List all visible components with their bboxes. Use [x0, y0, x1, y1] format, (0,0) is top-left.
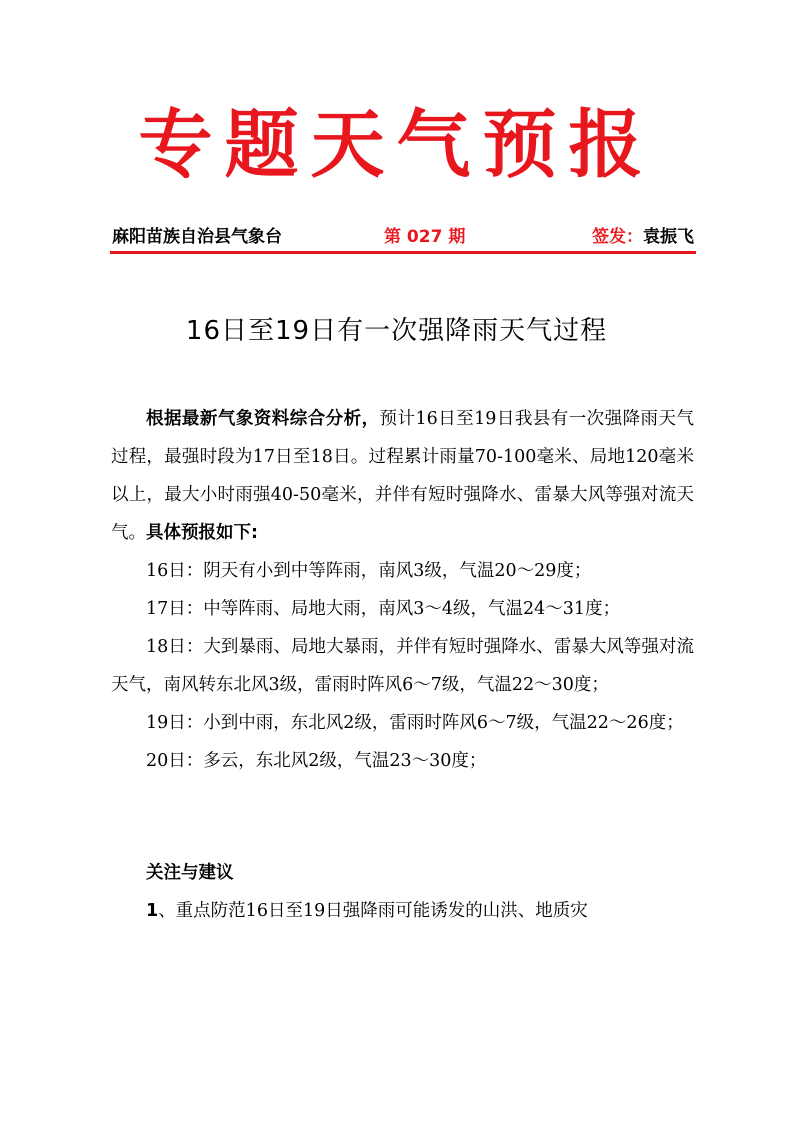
document-body: [111, 400, 694, 930]
issue-number: [384, 222, 465, 247]
issue-prefix: 第: [384, 227, 401, 247]
signer-name: 袁振飞: [643, 227, 694, 247]
header-divider: [110, 251, 696, 254]
issue-number-value: 027: [406, 227, 443, 247]
intro-paragraph: [111, 400, 694, 552]
advice-heading: 关注与建议: [146, 863, 234, 883]
forecast-day-20: 20日：多云，东北风2级，气温23～30度；: [146, 751, 487, 771]
forecast-day-16: 16日：阴天有小到中等阵雨，南风3级，气温20～29度；: [146, 561, 592, 581]
document-title: 16日至19日有一次强降雨天气过程: [185, 316, 608, 346]
intro-lead: 根据最新气象资料综合分析，: [146, 409, 380, 429]
forecast-day-18: 18日：大到暴雨、局地大暴雨，并伴有短时强降水、雷暴大风等强对流天气，南风转东北风3级，雷雨时阵风6～7级，气温22～30度；: [111, 637, 694, 695]
advice-item-1-text: 、重点防范16日至19日强降雨可能诱发的山洪、地质灾: [158, 901, 588, 921]
issue-suffix: 期: [448, 227, 466, 247]
issue-header: [112, 222, 694, 252]
masthead-title: 专题天气预报: [138, 102, 655, 188]
intro-text: 预计16日至19日我县有一次强降雨天气过程，最强时段为17日至18日。过程累计雨量70-100毫米、局地120毫米以上，最大小时雨强40-50毫米，并伴有短时强降水、雷暴大风等强对流天气。: [111, 409, 694, 543]
advice-item-1: [111, 892, 694, 930]
issuing-organization: 麻阳苗族自治县气象台: [112, 227, 282, 247]
advice-item-1-number: 1: [146, 901, 159, 921]
forecast-day-17: 17日：中等阵雨、局地大雨，南风3～4级，气温24～31度；: [146, 599, 621, 619]
signer-label: 签发：: [592, 227, 643, 247]
signer: [592, 222, 694, 247]
forecast-day-19: 19日：小到中雨，东北风2级，雷雨时阵风6～7级，气温22～26度；: [146, 713, 684, 733]
intro-tail: 具体预报如下:: [146, 523, 258, 543]
